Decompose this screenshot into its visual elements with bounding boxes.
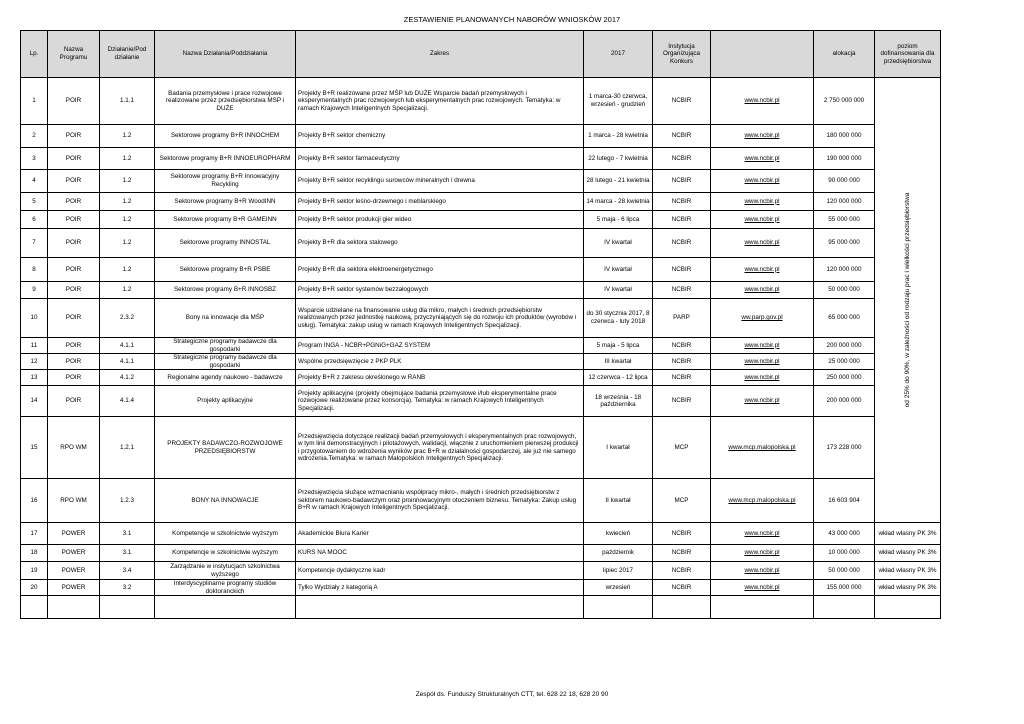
table-wrapper	[20, 30, 941, 619]
row-nazwa: Strategiczne programy badawcze dla gospodarki	[155, 354, 296, 370]
table-row	[21, 125, 941, 148]
table-row	[21, 148, 941, 170]
table-row	[21, 545, 941, 562]
row-dzialanie: 3.2	[100, 580, 155, 596]
row-alokacja: 50 000 000	[814, 282, 875, 299]
row-zakres: Wsparcie udzielane na finansowanie usług dla mikro, małych i średnich przedsiębiorstw realizowanych przez jednostkę naukową, przyczyniających się do rozwoju ich produktów (wyrobów i usług). Tematyka: zakup usług w ramach Krajowych Inteligentnych Specjalizacji.	[296, 299, 584, 338]
row-instytucja: NCBIR	[653, 258, 711, 282]
header-www	[711, 31, 814, 78]
row-instytucja: NCBIR	[653, 370, 711, 386]
empty-cell	[711, 596, 814, 619]
row-zakres: Akademickie Biura Karier	[296, 523, 584, 545]
row-alokacja: 120 000 000	[814, 258, 875, 282]
row-nazwa: Sektorowe programy B+R GAMEINN	[155, 211, 296, 229]
header-zakres: Zakres	[296, 31, 584, 78]
row-www-link[interactable]: www.ncbir.pl	[744, 265, 780, 273]
row-alokacja: 25 000 000	[814, 354, 875, 370]
row-www	[711, 562, 814, 580]
row-zakres: KURS NA MOOC	[296, 545, 584, 562]
table-row	[21, 562, 941, 580]
row-dzialanie: 3.4	[100, 562, 155, 580]
document-footer: Zespół ds. Funduszy Strukturalnych CTT, tel. 628 22 18, 628 20 90	[415, 691, 609, 698]
row-program: POWER	[48, 523, 100, 545]
row-program: POIR	[48, 170, 100, 193]
row-dzialanie: 1.2.1	[100, 417, 155, 479]
row-dzialanie: 4.1.2	[100, 370, 155, 386]
row-zakres: Projekty aplikacyjne (projekty obejmujące badania przemysłowe i/lub eksperymentalne prace rozwojowe realizowane przez konsorcja). Tematyka: w ramach Krajowych Inteligentnych Specjalizacji.	[296, 386, 584, 417]
table-row	[21, 580, 941, 596]
row-zakres: Projekty B+R z zakresu określonego w RANB	[296, 370, 584, 386]
row-www-link[interactable]: www.mcp.malopolska.pl	[728, 496, 796, 504]
row-termin: październik	[584, 545, 653, 562]
row-instytucja: PARP	[653, 299, 711, 338]
row-termin: 18 września - 18 października	[584, 386, 653, 417]
empty-cell	[296, 596, 584, 619]
row-termin: IV kwartał	[584, 258, 653, 282]
row-dzialanie: 1.2	[100, 193, 155, 211]
table-row	[21, 78, 941, 125]
row-www-link[interactable]: www.ncbir.pl	[744, 239, 780, 247]
row-www-link[interactable]: www.ncbir.pl	[744, 583, 780, 591]
row-alokacja: 173 228 000	[814, 417, 875, 479]
row-instytucja: NCBIR	[653, 125, 711, 148]
row-nazwa: PROJEKTY BADAWCZO-ROZWOJOWE PRZEDSIĘBIORSTW	[155, 417, 296, 479]
row-zakres: Projekty B+R realizowane przez MŚP lub DUŻE Wsparcie badań przemysłowych i eksperymentalnych prac rozwojowych lub eksperymentalnych prac rozwojowych. Tematyka: w ramach Krajowych Inteligentnych Specjalizacji.	[296, 78, 584, 125]
row-alokacja: 55 000 000	[814, 211, 875, 229]
row-nazwa: Sektorowe programy INNOSTAL	[155, 229, 296, 258]
table-row	[21, 229, 941, 258]
row-lp: 16	[21, 479, 48, 523]
table-row	[21, 282, 941, 299]
row-program: POIR	[48, 148, 100, 170]
row-dzialanie: 2.3.2	[100, 299, 155, 338]
row-dzialanie: 1.1.1	[100, 78, 155, 125]
row-nazwa: Sektorowe programy B+R INNOEUROPHARM	[155, 148, 296, 170]
row-termin: kwiecień	[584, 523, 653, 545]
row-dzialanie: 1.2	[100, 170, 155, 193]
row-program: POWER	[48, 545, 100, 562]
row-program: POIR	[48, 338, 100, 354]
row-instytucja: NCBIR	[653, 386, 711, 417]
header-lp: Lp.	[21, 31, 48, 78]
row-program: POIR	[48, 386, 100, 417]
row-www	[711, 523, 814, 545]
row-alokacja: 16 603 904	[814, 479, 875, 523]
row-alokacja: 65 000 000	[814, 299, 875, 338]
row-termin: 1 marca - 28 kwietnia	[584, 125, 653, 148]
table-row	[21, 211, 941, 229]
empty-cell	[653, 596, 711, 619]
row-www	[711, 170, 814, 193]
row-zakres: Kompetencje dydaktyczne kadr	[296, 562, 584, 580]
row-www	[711, 229, 814, 258]
row-alokacja: 155 000 000	[814, 580, 875, 596]
row-www	[711, 417, 814, 479]
header-year: 2017	[584, 31, 653, 78]
row-www-link[interactable]: www.ncbir.pl	[744, 215, 780, 223]
row-termin: 12 czerwca - 12 lipca	[584, 370, 653, 386]
row-dzialanie: 1.2.3	[100, 479, 155, 523]
row-www	[711, 545, 814, 562]
row-www	[711, 78, 814, 125]
row-www-link[interactable]: www.ncbir.pl	[744, 341, 780, 349]
row-zakres: Projekty B+R sektor farmaceutyczny	[296, 148, 584, 170]
row-nazwa: Badania przemysłowe i prace rozwojowe realizowane przez przedsiębiorstwa MSP i DUŻE	[155, 78, 296, 125]
document-title: ZESTAWIENIE PLANOWANYCH NABORÓW WNIOSKÓW 2017	[403, 15, 621, 24]
row-lp: 12	[21, 354, 48, 370]
table-row	[21, 170, 941, 193]
row-www	[711, 354, 814, 370]
nabory-table	[20, 30, 941, 619]
row-alokacja: 200 000 000	[814, 386, 875, 417]
row-instytucja: NCBIR	[653, 354, 711, 370]
row-www-link[interactable]: www.ncbir.pl	[744, 549, 780, 557]
row-poziom: wkład własny PK 3%	[875, 545, 941, 562]
row-dzialanie: 1.2	[100, 258, 155, 282]
row-www-link[interactable]: www.ncbir.pl	[744, 397, 780, 405]
row-nazwa: Bony na innowacje dla MŚP	[155, 299, 296, 338]
row-instytucja: NCBIR	[653, 523, 711, 545]
row-termin: IV kwartał	[584, 282, 653, 299]
row-instytucja: NCBIR	[653, 229, 711, 258]
row-alokacja: 120 000 000	[814, 193, 875, 211]
row-zakres: Projekty B+R sektor recyklingu surowców mineralnych i drewna	[296, 170, 584, 193]
row-program: POIR	[48, 299, 100, 338]
table-header	[21, 31, 941, 78]
table-row	[21, 417, 941, 479]
row-poziom: wkład własny PK 3%	[875, 562, 941, 580]
row-zakres: Projekty B+R sektor chemiczny	[296, 125, 584, 148]
row-lp: 9	[21, 282, 48, 299]
table-row	[21, 479, 941, 523]
row-nazwa: Strategiczne programy badawcze dla gospodarki	[155, 338, 296, 354]
empty-cell	[48, 596, 100, 619]
row-www-link[interactable]: www.ncbir.pl	[744, 357, 780, 365]
table-empty-row	[21, 596, 941, 619]
row-www	[711, 211, 814, 229]
row-lp: 5	[21, 193, 48, 211]
header-program: Nazwa Programu	[48, 31, 100, 78]
row-zakres: Tylko Wydziały z kategorią A	[296, 580, 584, 596]
row-instytucja: NCBIR	[653, 545, 711, 562]
row-lp: 15	[21, 417, 48, 479]
row-dzialanie: 1.2	[100, 125, 155, 148]
row-nazwa: Sektorowe programy B+R Innowacyjny Recykling	[155, 170, 296, 193]
row-instytucja: MCP	[653, 417, 711, 479]
row-zakres: Projekty B+R sektor systemów bezzałogowych	[296, 282, 584, 299]
row-instytucja: NCBIR	[653, 338, 711, 354]
row-nazwa: BONY NA INNOWACJE	[155, 479, 296, 523]
row-program: POIR	[48, 211, 100, 229]
row-termin: do 30 stycznia 2017, 8 czerwca - luty 2018	[584, 299, 653, 338]
header-dzialanie: Działanie/Pod działanie	[100, 31, 155, 78]
row-www	[711, 258, 814, 282]
row-termin: 5 maja - 5 lipca	[584, 338, 653, 354]
row-nazwa: Sektorowe programy B+R INNOSBZ	[155, 282, 296, 299]
row-www-link[interactable]: www.ncbir.pl	[744, 154, 780, 162]
table-row	[21, 193, 941, 211]
row-lp: 20	[21, 580, 48, 596]
row-alokacja: 43 000 000	[814, 523, 875, 545]
row-alokacja: 2 750 000 000	[814, 78, 875, 125]
row-www-link[interactable]: www.ncbir.pl	[744, 286, 780, 294]
empty-cell	[875, 596, 941, 619]
empty-cell	[814, 596, 875, 619]
empty-cell	[584, 596, 653, 619]
row-termin: I kwartał	[584, 417, 653, 479]
row-www	[711, 370, 814, 386]
row-poziom: wkład własny PK 3%	[875, 580, 941, 596]
row-lp: 10	[21, 299, 48, 338]
row-termin: wrzesień	[584, 580, 653, 596]
row-nazwa: Interdyscyplinarne programy studiów doktoranckich	[155, 580, 296, 596]
row-nazwa: Kompetencje w szkolnictwie wyższym	[155, 545, 296, 562]
row-instytucja: NCBIR	[653, 580, 711, 596]
row-instytucja: NCBIR	[653, 148, 711, 170]
row-termin: IV kwartał	[584, 229, 653, 258]
table-row	[21, 354, 941, 370]
row-alokacja: 90 000 000	[814, 170, 875, 193]
row-lp: 17	[21, 523, 48, 545]
row-nazwa: Regionalne agendy naukowo - badawcze	[155, 370, 296, 386]
row-zakres: Projekty B+R dla sektora stalowego	[296, 229, 584, 258]
table-row	[21, 523, 941, 545]
row-termin: III kwartał	[584, 354, 653, 370]
row-lp: 14	[21, 386, 48, 417]
row-program: POWER	[48, 562, 100, 580]
row-lp: 2	[21, 125, 48, 148]
table-body	[21, 78, 941, 619]
row-dzialanie: 1.2	[100, 148, 155, 170]
row-alokacja: 50 000 000	[814, 562, 875, 580]
row-www-link[interactable]: www.ncbir.pl	[744, 132, 780, 140]
row-alokacja: 250 000 000	[814, 370, 875, 386]
row-lp: 18	[21, 545, 48, 562]
row-www	[711, 479, 814, 523]
row-instytucja: NCBIR	[653, 193, 711, 211]
row-zakres: Projekty B+R dla sektora elektroenergetycznego	[296, 258, 584, 282]
row-program: POIR	[48, 229, 100, 258]
row-instytucja: NCBIR	[653, 562, 711, 580]
row-nazwa: Kompetencje w szkolnictwie wyższym	[155, 523, 296, 545]
row-www-link[interactable]: www.ncbir.pl	[744, 566, 780, 574]
row-zakres: Wspólne przedsięwzięcie z PKP PLK	[296, 354, 584, 370]
row-lp: 7	[21, 229, 48, 258]
row-www	[711, 386, 814, 417]
row-lp: 8	[21, 258, 48, 282]
empty-cell	[100, 596, 155, 619]
row-zakres: Przedsięwzięcia służące wzmacnianiu współpracy mikro-, małych i średnich przedsiębiorstw z sektorem naukowo-badawczym oraz proinnowacyjnym otoczeniem biznesu. Tematyka: Zakup usług B+R w ramach Krajowych Inteligentnych Specjalizacji.	[296, 479, 584, 523]
row-www-link[interactable]: www.ncbir.pl	[744, 197, 780, 205]
row-www	[711, 193, 814, 211]
row-www	[711, 282, 814, 299]
row-alokacja: 200 000 000	[814, 338, 875, 354]
row-instytucja: NCBIR	[653, 78, 711, 125]
row-lp: 11	[21, 338, 48, 354]
empty-cell	[155, 596, 296, 619]
row-www-link[interactable]: www.mcp.malopolska.pl	[728, 443, 796, 451]
row-instytucja: NCBIR	[653, 282, 711, 299]
row-alokacja: 180 000 000	[814, 125, 875, 148]
row-dzialanie: 4.1.1	[100, 354, 155, 370]
row-zakres: Przedsięwzięcia dotyczące realizacji badań przemysłowych i eksperymentalnych prac rozwojowych, w tym linii demonstracyjnych i pilotażowych, walidacji, włącznie z uruchomieniem pierwszej produkcji i przygotowaniem do wdrożenia wyników prac B+R w działalności gospodarczej, ale już nie samego wdrożenia.Tematyka: w ramach Małopolskich Inteligentnych Specjalizacji.	[296, 417, 584, 479]
row-zakres: Projekty B+R sektor produkcji gier wideo	[296, 211, 584, 229]
header-instytucja: Instytucja Organizująca Konkurs	[653, 31, 711, 78]
row-nazwa: Projekty aplikacyjne	[155, 386, 296, 417]
row-www-link[interactable]: www.ncbir.pl	[744, 373, 780, 381]
row-termin: 1 marca-30 czerwca, wrzesień - grudzień	[584, 78, 653, 125]
row-dzialanie: 1.2	[100, 282, 155, 299]
row-termin: 5 maja - 6 lipca	[584, 211, 653, 229]
empty-cell	[21, 596, 48, 619]
row-lp: 19	[21, 562, 48, 580]
row-program: POIR	[48, 370, 100, 386]
row-www	[711, 125, 814, 148]
row-www-link[interactable]: www.ncbir.pl	[744, 97, 780, 105]
row-program: RPO WM	[48, 479, 100, 523]
header-nazwa: Nazwa Działania/Poddziałania	[155, 31, 296, 78]
row-www	[711, 338, 814, 354]
row-www-link[interactable]: www.ncbir.pl	[744, 529, 780, 537]
row-poziom-merged	[875, 78, 941, 523]
row-lp: 3	[21, 148, 48, 170]
row-nazwa: Sektorowe programy B+R INNOCHEM	[155, 125, 296, 148]
row-lp: 1	[21, 78, 48, 125]
row-program: POIR	[48, 282, 100, 299]
row-instytucja: MCP	[653, 479, 711, 523]
row-nazwa: Sektorowe programy B+R WoodINN	[155, 193, 296, 211]
row-alokacja: 10 000 000	[814, 545, 875, 562]
row-program: POIR	[48, 258, 100, 282]
poziom-merged-text: od 25% do 90%, w zależności od rodzaju prac i wielkości przedsiębiorstwa	[903, 192, 911, 408]
row-zakres: Program INGA - NCBR+PGNiG+GAZ SYSTEM	[296, 338, 584, 354]
row-termin: 14 marca - 28 kwietnia	[584, 193, 653, 211]
row-program: POIR	[48, 354, 100, 370]
row-www-link[interactable]: ww.parp.gov.pl	[741, 314, 783, 322]
row-nazwa: Zarządzanie w instytucjach szkolnictwa wyższego	[155, 562, 296, 580]
row-alokacja: 190 000 000	[814, 148, 875, 170]
row-nazwa: Sektorowe programy B+R PSBE	[155, 258, 296, 282]
row-lp: 4	[21, 170, 48, 193]
row-dzialanie: 3.1	[100, 545, 155, 562]
row-termin: 22 lutego - 7 kwietnia	[584, 148, 653, 170]
table-row	[21, 299, 941, 338]
row-dzialanie: 3.1	[100, 523, 155, 545]
row-program: POIR	[48, 78, 100, 125]
table-row	[21, 258, 941, 282]
row-dzialanie: 1.2	[100, 229, 155, 258]
table-row	[21, 386, 941, 417]
table-row	[21, 370, 941, 386]
row-lp: 13	[21, 370, 48, 386]
row-termin: 28 lutego - 21 kwietnia	[584, 170, 653, 193]
table-row	[21, 338, 941, 354]
row-zakres: Projekty B+R sektor leśno-drzewnego i meblarskiego	[296, 193, 584, 211]
row-program: RPO WM	[48, 417, 100, 479]
row-www	[711, 299, 814, 338]
header-alokacja: alokacja	[814, 31, 875, 78]
row-instytucja: NCBIR	[653, 170, 711, 193]
row-www	[711, 580, 814, 596]
row-dzialanie: 4.1.4	[100, 386, 155, 417]
row-program: POWER	[48, 580, 100, 596]
row-www	[711, 148, 814, 170]
row-program: POIR	[48, 125, 100, 148]
row-termin: II kwartał	[584, 479, 653, 523]
row-poziom: wkład własny PK 3%	[875, 523, 941, 545]
row-www-link[interactable]: www.ncbir.pl	[744, 177, 780, 185]
row-alokacja: 95 000 000	[814, 229, 875, 258]
header-poziom: poziom dofinansowania dla przedsiębiorstwa	[875, 31, 941, 78]
row-termin: lipiec 2017	[584, 562, 653, 580]
row-dzialanie: 1.2	[100, 211, 155, 229]
row-lp: 6	[21, 211, 48, 229]
row-program: POIR	[48, 193, 100, 211]
row-dzialanie: 4.1.1	[100, 338, 155, 354]
row-instytucja: NCBIR	[653, 211, 711, 229]
